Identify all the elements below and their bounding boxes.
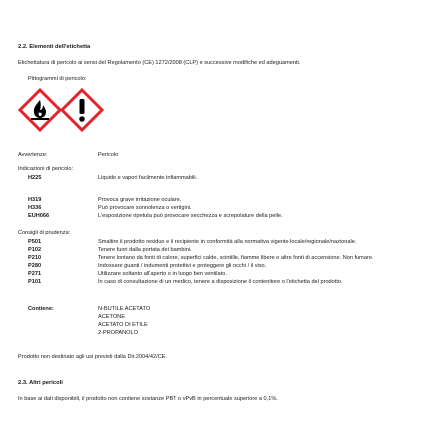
flame-icon	[18, 88, 62, 132]
hazard-statement-row	[0, 205, 448, 212]
signal-word: Pericolo	[98, 152, 119, 158]
precautionary-text: Utilizzare soltanto all'aperto o in luogo ben ventilato.	[98, 271, 227, 277]
precautionary-statement-row	[0, 279, 448, 286]
hazard-statement-row	[0, 175, 448, 182]
contains-label: Contiene:	[28, 306, 54, 312]
precautionary-code: P280	[28, 263, 42, 269]
hazard-text: Liquido e vapori facilmente infiammabili.	[98, 175, 198, 181]
precautionary-text: Indossare guanti / indumenti protettivi e proteggere gli occhi / il viso.	[98, 263, 267, 269]
section-2-3-title: 2.3. Altri pericoli	[18, 380, 63, 386]
precautionary-code: P210	[28, 255, 42, 261]
hazard-code: H319	[28, 197, 42, 203]
contained-substance: ACETONE	[98, 314, 125, 320]
hazard-text: Può provocare sonnolenza o vertigini.	[98, 205, 192, 211]
precautionary-statement-row	[0, 263, 448, 270]
hazard-statement-row	[0, 197, 448, 204]
signal-word-label: Avvertenze:	[18, 152, 48, 158]
hazard-text: Provoca grave irritazione oculare.	[98, 197, 182, 203]
precautionary-statement-row	[0, 255, 448, 262]
precautionary-statement-row	[0, 239, 448, 246]
contained-substance: ACETATO DI ETILE	[98, 322, 148, 328]
section-2-2-title: 2.2. Elementi dell'etichetta	[18, 44, 91, 50]
contained-substance: N-BUTILE ACETATO	[98, 306, 151, 312]
precautionary-text: Tenere fuori dalla portata dei bambini.	[98, 247, 192, 253]
contained-substance: 2-PROPANOLO	[98, 330, 138, 336]
precautionary-text: In caso di consultazione di un medico, tenere a disposizione il contenitore o l'etichetta del prodotto.	[98, 279, 343, 285]
hazard-code: H225	[28, 175, 42, 181]
hazard-text: L'esposizione ripetuta può provocare secchezza e screpolature della pelle.	[98, 213, 283, 219]
precautionary-code: P501	[28, 239, 42, 245]
hazard-code: H336	[28, 205, 42, 211]
hazard-code: EUH066	[28, 213, 50, 219]
precautionary-statement-row	[0, 271, 448, 278]
precautionary-code: P102	[28, 247, 42, 253]
hazard-statements-label: Indicazioni di pericolo:	[18, 166, 74, 172]
precautionary-code: P271	[28, 271, 42, 277]
hazard-statement-row	[0, 213, 448, 220]
precautionary-code: P101	[28, 279, 42, 285]
labelling-intro: Etichettatura di pericolo ai sensi del Regolamento (CE) 1272/2008 (CLP) e successive modifiche ed adeguamenti.	[18, 60, 301, 66]
exclamation-mark-icon	[60, 88, 104, 132]
pictograms-label: Pittogrammi di pericolo:	[28, 76, 87, 82]
other-hazards-text: In base ai dati disponibili, il prodotto non contiene sostanze PBT o vPvB in percentuale superiore a 0,1%.	[18, 396, 278, 402]
precautionary-statement-row	[0, 247, 448, 254]
precautionary-text: Smaltire il prodotto residuo e il recipiente in conformità alla normativa vigente locale/regionale/nazionale.	[98, 239, 357, 245]
precautionary-text: Tenere lontano da fonti di calore, superfici calde, scintille, fiamme libere o altre fonti di accensione. Non fumare.	[98, 255, 374, 261]
directive-note: Prodotto non destinato agli usi previsti dalla Dir.2004/42/CE.	[18, 354, 167, 360]
precautionary-statements-label: Consigli di prudenza:	[18, 230, 71, 236]
